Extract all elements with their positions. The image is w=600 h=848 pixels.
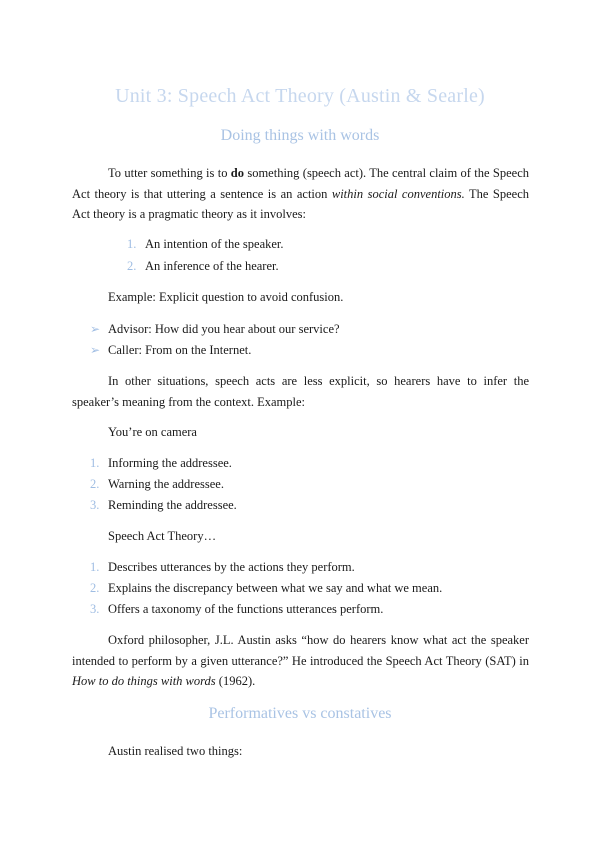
paragraph-austin <box>72 630 529 692</box>
example-explicit: Example: Explicit question to avoid confusion. <box>108 290 344 304</box>
list-item: Explains the discrepancy between what we say and what we mean. <box>108 581 443 595</box>
example-camera: You’re on camera <box>108 425 197 439</box>
list-number: 2. <box>127 259 137 273</box>
list-number: 3. <box>90 602 100 616</box>
austin-text-1: Oxford philosopher, J.L. Austin asks “how do hearers know what act the speaker intended to perform by a given utterance?” He introduced the Speech Act Theory (SAT) in <box>72 633 529 668</box>
list-number: 1. <box>127 237 137 251</box>
list-number: 2. <box>90 477 100 491</box>
intro-bold-do: do <box>230 166 244 180</box>
dialogue-line-caller: Caller: From on the Internet. <box>108 343 252 357</box>
intro-italic: within social conventions. <box>331 186 465 201</box>
list-number: 1. <box>90 456 100 470</box>
list-item: Describes utterances by the actions they perform. <box>108 560 355 574</box>
sat-heading: Speech Act Theory… <box>108 529 217 543</box>
arrow-bullet-icon: ➢ <box>90 322 101 336</box>
austin-text-2: (1962). <box>215 674 256 688</box>
list-number: 1. <box>90 560 100 574</box>
list-item: Informing the addressee. <box>108 456 232 470</box>
list-item: Offers a taxonomy of the functions utterances perform. <box>108 602 384 616</box>
intro-paragraph <box>72 163 529 225</box>
list-item: Reminding the addressee. <box>108 498 237 512</box>
arrow-bullet-icon: ➢ <box>90 343 101 357</box>
dialogue-line-advisor: Advisor: How did you hear about our service? <box>108 322 340 336</box>
list-item: An intention of the speaker. <box>145 237 284 251</box>
intro-text-2: something (speech act). The central claim of the Speech Act theory is that uttering a sentence is an action <box>72 166 529 201</box>
paragraph-implicit: In other situations, speech acts are less explicit, so hearers have to infer the speaker’s meaning from the context. Example: <box>72 374 529 409</box>
intro-text-3: The Speech Act theory is a pragmatic theory as it involves: <box>72 186 530 221</box>
intro-text-1: To utter something is to <box>108 166 231 180</box>
book-title: How to do things with words <box>72 674 216 688</box>
list-number: 2. <box>90 581 100 595</box>
list-item: An inference of the hearer. <box>145 259 279 273</box>
page-title: Unit 3: Speech Act Theory (Austin & Searle) <box>115 85 485 107</box>
section-heading-doing-things: Doing things with words <box>220 127 380 144</box>
final-line: Austin realised two things: <box>108 744 243 758</box>
section-heading-performatives: Performatives vs constatives <box>208 705 392 722</box>
list-number: 3. <box>90 498 100 512</box>
list-item: Warning the addressee. <box>108 477 224 491</box>
